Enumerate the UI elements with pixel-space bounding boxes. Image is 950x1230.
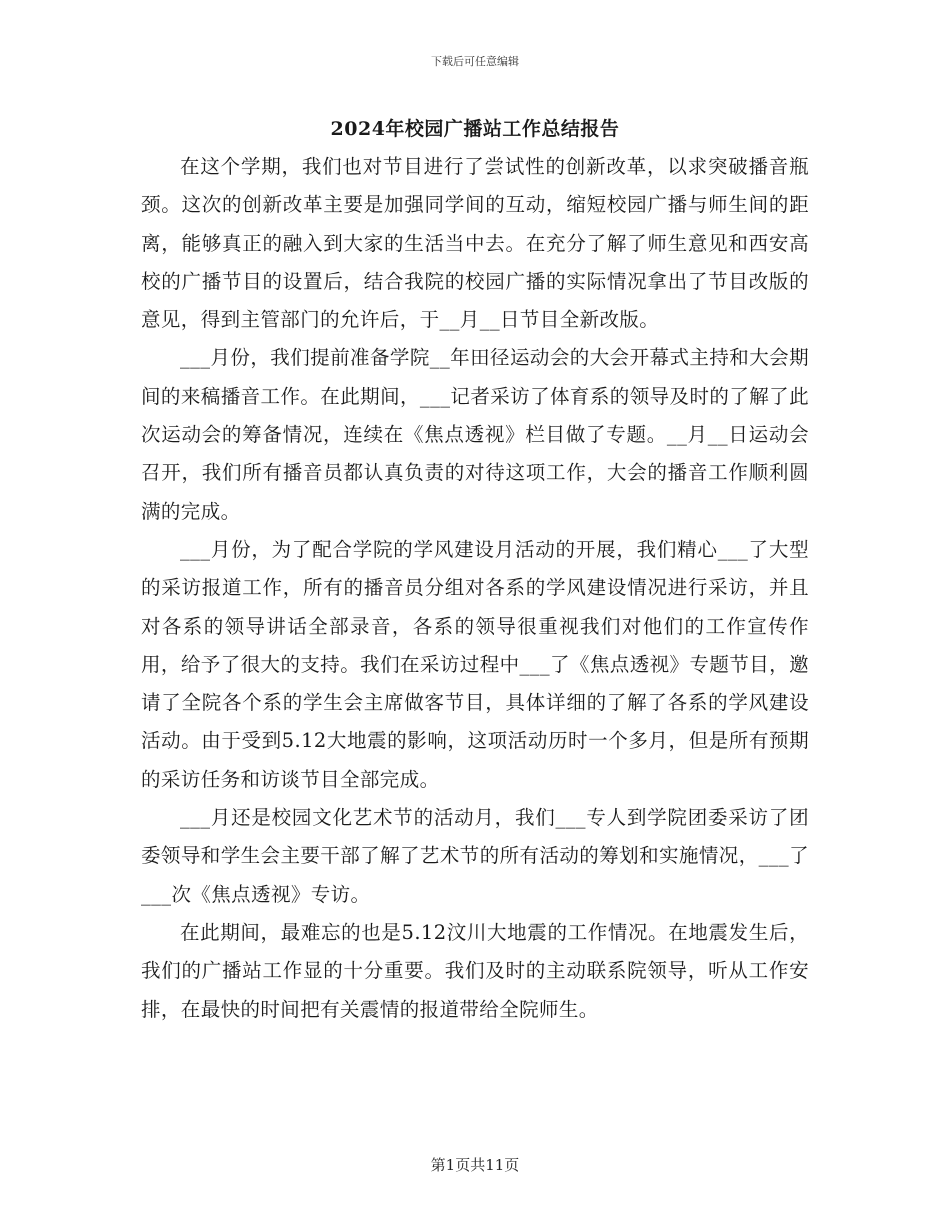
- document-body: [141, 148, 809, 1029]
- document-title: 2024年校园广播站工作总结报告: [330, 118, 620, 140]
- paragraph-3: ___月份，为了配合学院的学风建设月活动的开展，我们精心___了大型的采访报道工作，所有的播音员分组对各系的学风建设情况进行采访，并且对各系的领导讲话全部录音，各系的领导很重视我们对他们的工作宣传作用，给予了很大的支持。我们在采访过程中___了《焦点透视》专题节目，邀请了全院各个系的学生会主席做客节目，具体详细的了解了各系的学风建设活动。由于受到5.12大地震的影响，这项活动历时一个多月，但是所有预期的采访任务和访谈节目全部完成。: [141, 537, 809, 791]
- download-note: 下载后可任意编辑: [431, 55, 519, 68]
- page-number: 第1页共11页: [430, 1156, 520, 1174]
- paragraph-4: ___月还是校园文化艺术节的活动月，我们___专人到学院团委采访了团委领导和学生会主要干部了解了艺术节的所有活动的筹划和实施情况，___了___次《焦点透视》专访。: [141, 806, 809, 906]
- paragraph-5: 在此期间，最难忘的也是5.12汶川大地震的工作情况。在地震发生后，我们的广播站工作显的十分重要。我们及时的主动联系院领导，听从工作安排，在最快的时间把有关震情的报道带给全院师生。: [141, 920, 809, 1021]
- paragraph-1: 在这个学期，我们也对节目进行了尝试性的创新改革，以求突破播音瓶颈。这次的创新改革主要是加强同学间的互动，缩短校园广播与师生间的距离，能够真正的融入到大家的生活当中去。在充分了解了师生意见和西安高校的广播节目的设置后，结合我院的校园广播的实际情况拿出了节目改版的意见，得到主管部门的允许后，于__月__日节目全新改版。: [141, 155, 809, 332]
- paragraph-2: ___月份，我们提前准备学院__年田径运动会的大会开幕式主持和大会期间的来稿播音工作。在此期间，___记者采访了体育系的领导及时的了解了此次运动会的筹备情况，连续在《焦点透视》栏目做了专题。__月__日运动会召开，我们所有播音员都认真负责的对待这项工作，大会的播音工作顺利圆满的完成。: [141, 346, 809, 523]
